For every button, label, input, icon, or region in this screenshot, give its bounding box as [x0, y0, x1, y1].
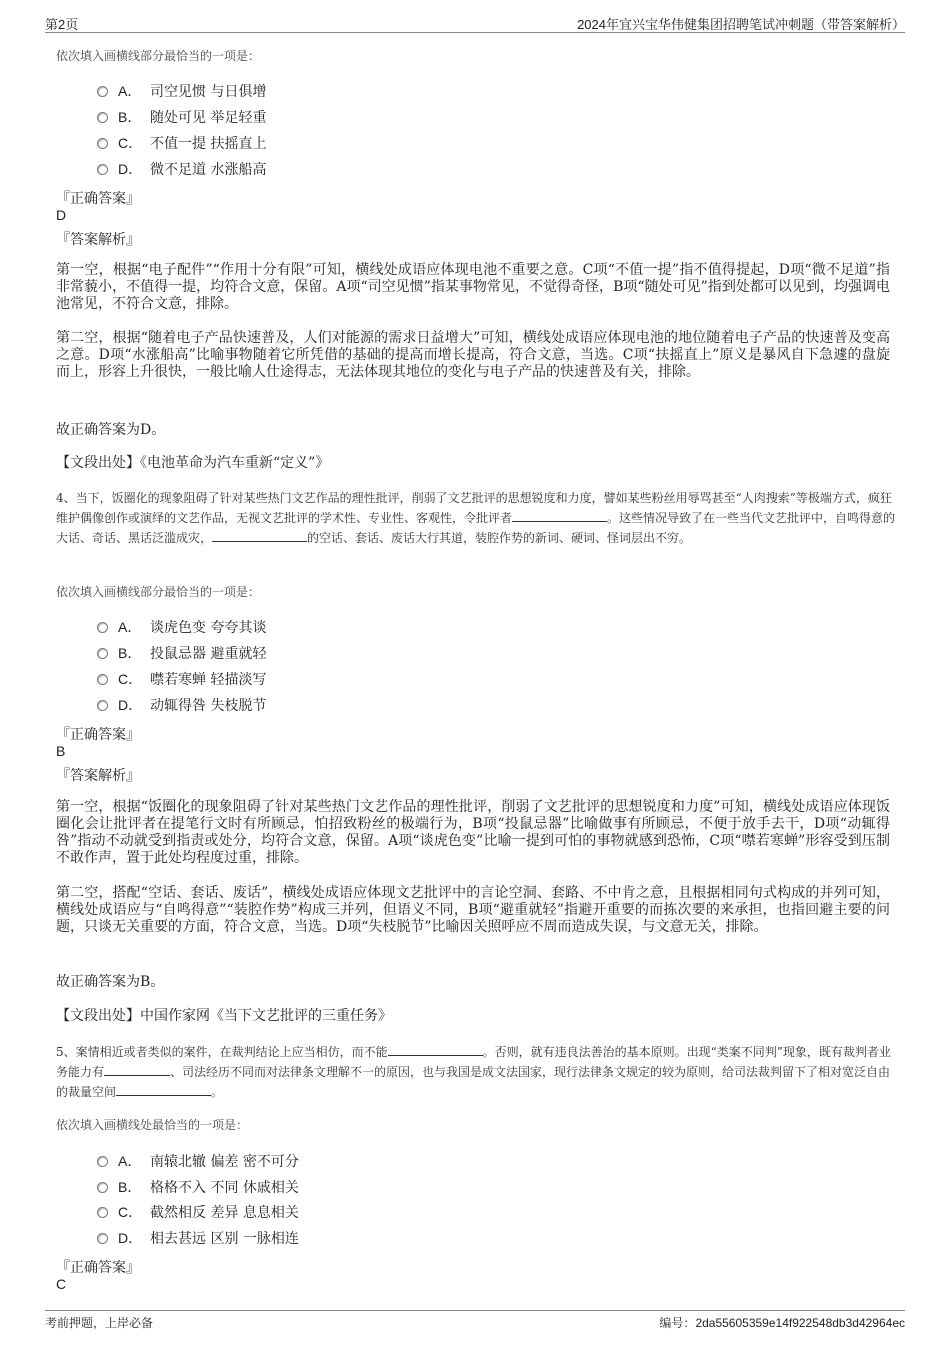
radio-button[interactable] [97, 700, 108, 711]
radio-button[interactable] [97, 164, 108, 175]
document-code: 编号：2da55605359e14f922548db3d42964ec [659, 1316, 905, 1330]
q3-prompt: 依次填入画横线部分最恰当的一项是： [56, 49, 261, 63]
q5-stem: 5、案情相近或者类似的案件，在裁判结论上应当相仿，而不能 。否则，就有违良法善治的基本原则。出现“类案不同判”现象，既有裁判者业务能力有 、司法经历不同而对法律条文理解不一的原因，也与我国是成文法国家，现行法律条文规定的较为原则，给司法裁判留下了相对宽泛自由的裁量空间 。 [56, 1045, 891, 1099]
page-number: 第2页 [45, 17, 79, 32]
page-header [45, 14, 905, 33]
blank [512, 509, 607, 522]
footer-slogan: 考前押题，上岸必备 [45, 1316, 154, 1330]
q3-option-c[interactable]: C． 不值一提 扶摇直上 [97, 133, 266, 153]
radio-button[interactable] [97, 674, 108, 685]
q5-correct-answer-label: 『正确答案』 [56, 1260, 140, 1276]
blank [116, 1083, 211, 1096]
radio-button[interactable] [97, 648, 108, 659]
q3-option-a[interactable]: A． 司空见惯 与日俱增 [97, 81, 266, 101]
q5-option-b[interactable]: B． 格格不入 不同 休戚相关 [97, 1177, 299, 1197]
q3-answer: D [56, 207, 67, 223]
radio-button[interactable] [97, 86, 108, 97]
q4-option-c[interactable]: C． 噤若寒蝉 轻描淡写 [97, 669, 266, 689]
q5-answer: C [56, 1276, 67, 1292]
radio-button[interactable] [97, 1233, 108, 1244]
q4-answer: B [56, 743, 66, 759]
q4-correct-answer-label: 『正确答案』 [56, 727, 140, 743]
q4-source: 【文段出处】中国作家网《当下文艺批评的三重任务》 [56, 1008, 392, 1024]
q3-analysis-1: 第一空，根据“电子配件”“作用十分有限”可知，横线处成语应体现电池不重要之意。C项“不值一提”指不值得提起，D项“微不足道”指非常藐小，不值得一提，均符合文意，保留。A项“司空见惯”指某事物常见，不觉得奇怪，B项“随处可见”指到处都可以见到，均强调电池常见，不符合文意，排除。 [56, 262, 890, 312]
blank [388, 1043, 483, 1056]
document-title: 2024年宜兴宝华伟健集团招聘笔试冲刺题（带答案解析） [577, 17, 905, 32]
q3-source: 【文段出处】《电池革命为汽车重新“定义”》 [56, 455, 330, 471]
q3-option-d[interactable]: D． 微不足道 水涨船高 [97, 159, 266, 179]
q3-option-b[interactable]: B． 随处可见 举足轻重 [97, 107, 266, 127]
radio-button[interactable] [97, 138, 108, 149]
radio-button[interactable] [97, 1207, 108, 1218]
q4-option-d[interactable]: D． 动辄得咎 失枝脱节 [97, 695, 266, 715]
q4-option-a[interactable]: A． 谈虎色变 夸夸其谈 [97, 617, 266, 637]
q4-analysis-2: 第二空，搭配“空话、套话、废话”，横线处成语应体现文艺批评中的言论空洞、套路、不中肯之意，且根据相同句式构成的并列可知，横线处成语应与“自鸣得意”“装腔作势”构成三并列，但语义不同，B项“避重就轻”指避开重要的而拣次要的来承担，也指回避主要的问题，只谈无关重要的方面，符合文意，当选。D项“失枝脱节”比喻因关照呼应不周而造成失误，与文意无关，排除。 [56, 885, 890, 935]
radio-button[interactable] [97, 1156, 108, 1167]
q4-analysis-label: 『答案解析』 [56, 768, 140, 784]
radio-button[interactable] [97, 112, 108, 123]
q5-option-c[interactable]: C． 截然相反 差异 息息相关 [97, 1202, 299, 1222]
q4-option-b[interactable]: B． 投鼠忌器 避重就轻 [97, 643, 266, 663]
radio-button[interactable] [97, 622, 108, 633]
q4-conclusion: 故正确答案为B。 [56, 974, 165, 990]
page-footer [45, 1310, 905, 1334]
q5-prompt: 依次填入画横线处最恰当的一项是： [56, 1118, 249, 1132]
q5-option-a[interactable]: A． 南辕北辙 偏差 密不可分 [97, 1151, 299, 1171]
q4-prompt: 依次填入画横线部分最恰当的一项是： [56, 585, 261, 599]
blank [212, 529, 307, 542]
radio-button[interactable] [97, 1182, 108, 1193]
q3-conclusion: 故正确答案为D。 [56, 422, 166, 438]
q3-analysis-2: 第二空，根据“随着电子产品快速普及，人们对能源的需求日益增大”可知，横线处成语应体现电池的地位随着电子产品的快速普及变高之意。D项“水涨船高”比喻事物随着它所凭借的基础的提高而增长提高，符合文意，当选。C项“扶摇直上”原义是暴风自下急遽的盘旋而上，形容上升很快，一般比喻人仕途得志，无法体现其地位的变化与电子产品的快速普及有关，排除。 [56, 330, 890, 380]
blank [104, 1063, 170, 1076]
q3-analysis-label: 『答案解析』 [56, 232, 140, 248]
q5-option-d[interactable]: D． 相去甚远 区别 一脉相连 [97, 1228, 299, 1248]
q4-stem: 4、当下，饭圈化的现象阻碍了针对某些热门文艺作品的理性批评，削弱了文艺批评的思想锐度和力度，譬如某些粉丝用辱骂甚至“人肉搜索”等极端方式，疯狂维护偶像创作或演绎的文艺作品，无视文艺批评的学术性、专业性、客观性，令批评者 。这些情况导致了在一些当代文艺批评中，自鸣得意的大话、奇话、黑话泛滥成灾， 的空话、套话、废话大行其道，装腔作势的新词、硬词、怪词层出不穷。 [56, 491, 896, 545]
q3-correct-answer-label: 『正确答案』 [56, 191, 140, 207]
q4-analysis-1: 第一空，根据“饭圈化的现象阻碍了针对某些热门文艺作品的理性批评，削弱了文艺批评的思想锐度和力度”可知，横线处成语应体现饭圈化会让批评者在提笔行文时有所顾忌，怕招致粉丝的极端行为，B项“投鼠忌器”比喻做事有所顾忌，不便于放手去干，D项“动辄得咎”指动不动就受到指责或处分，均符合文意，保留。A项“谈虎色变”比喻一提到可怕的事物就感到恐怖，C项“噤若寒蝉”形容受到压制不敢作声，置于此处均程度过重，排除。 [56, 799, 890, 866]
